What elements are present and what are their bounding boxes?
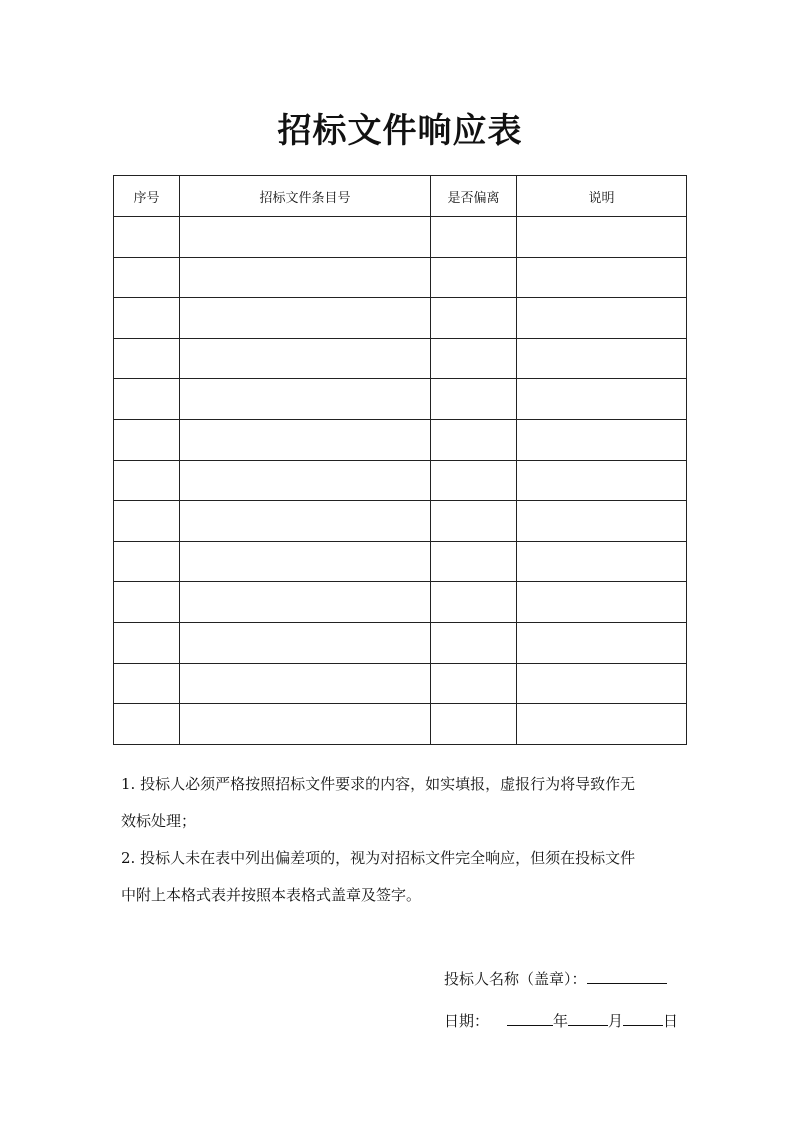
bidder-name-line <box>444 958 694 1000</box>
table-cell[interactable] <box>431 419 517 460</box>
table-cell[interactable] <box>180 704 431 745</box>
table-cell[interactable] <box>431 257 517 298</box>
table-cell[interactable] <box>517 257 687 298</box>
note-1-line-2: 效标处理； <box>121 812 197 830</box>
bidder-name-label: 投标人名称（盖章）： <box>444 970 587 988</box>
table-row <box>114 501 687 542</box>
table-row <box>114 541 687 582</box>
note-2-line-2: 中附上本格式表并按照本表格式盖章及签字。 <box>121 886 422 904</box>
table-cell[interactable] <box>431 541 517 582</box>
table-cell[interactable] <box>517 338 687 379</box>
table-cell[interactable] <box>180 541 431 582</box>
table-cell[interactable] <box>180 460 431 501</box>
table-cell[interactable] <box>180 501 431 542</box>
table-cell[interactable] <box>114 217 180 258</box>
month-blank[interactable] <box>568 1007 608 1026</box>
table-row <box>114 582 687 623</box>
table-row <box>114 217 687 258</box>
table-cell[interactable] <box>517 663 687 704</box>
month-label: 月 <box>608 1012 624 1030</box>
table-cell[interactable] <box>431 379 517 420</box>
table-cell[interactable] <box>114 338 180 379</box>
table-cell[interactable] <box>431 704 517 745</box>
column-header-remarks: 说明 <box>517 176 687 217</box>
table-cell[interactable] <box>517 379 687 420</box>
page-title: 招标文件响应表 <box>277 111 523 151</box>
table-row <box>114 338 687 379</box>
table-cell[interactable] <box>431 298 517 339</box>
table-cell[interactable] <box>114 257 180 298</box>
table-cell[interactable] <box>431 582 517 623</box>
column-header-index: 序号 <box>114 176 180 217</box>
table-cell[interactable] <box>114 501 180 542</box>
table-cell[interactable] <box>517 217 687 258</box>
table-cell[interactable] <box>180 419 431 460</box>
table-cell[interactable] <box>431 460 517 501</box>
note-1-line-1: 1. 投标人必须严格按照招标文件要求的内容，如实填报，虚报行为将导致作无 <box>121 775 636 793</box>
table-cell[interactable] <box>114 541 180 582</box>
table-cell[interactable] <box>517 582 687 623</box>
table-cell[interactable] <box>114 582 180 623</box>
table-cell[interactable] <box>517 622 687 663</box>
day-blank[interactable] <box>623 1007 663 1026</box>
table-cell[interactable] <box>517 541 687 582</box>
table-cell[interactable] <box>180 257 431 298</box>
response-table <box>113 175 687 745</box>
year-label: 年 <box>553 1012 569 1030</box>
table-row <box>114 663 687 704</box>
table-cell[interactable] <box>517 704 687 745</box>
date-line <box>444 1000 694 1042</box>
table-cell[interactable] <box>114 622 180 663</box>
table-row <box>114 704 687 745</box>
table-row <box>114 379 687 420</box>
bidder-name-blank[interactable] <box>587 965 667 984</box>
table-cell[interactable] <box>180 298 431 339</box>
table-cell[interactable] <box>180 663 431 704</box>
table-cell[interactable] <box>431 217 517 258</box>
table-cell[interactable] <box>431 663 517 704</box>
table-cell[interactable] <box>431 622 517 663</box>
day-label: 日 <box>663 1012 679 1030</box>
table-cell[interactable] <box>180 217 431 258</box>
table-row <box>114 622 687 663</box>
date-label: 日期： <box>444 1012 490 1030</box>
note-2-line-1: 2. 投标人未在表中列出偏差项的，视为对招标文件完全响应，但须在投标文件 <box>121 849 636 867</box>
table-cell[interactable] <box>180 338 431 379</box>
table-cell[interactable] <box>180 379 431 420</box>
table-row <box>114 257 687 298</box>
table-cell[interactable] <box>114 298 180 339</box>
table-cell[interactable] <box>114 379 180 420</box>
table-cell[interactable] <box>431 338 517 379</box>
table-row <box>114 298 687 339</box>
column-header-clause: 招标文件条目号 <box>180 176 431 217</box>
table-cell[interactable] <box>114 704 180 745</box>
table-cell[interactable] <box>114 460 180 501</box>
signature-block <box>444 958 694 1042</box>
table-cell[interactable] <box>431 501 517 542</box>
table-row <box>114 419 687 460</box>
table-cell[interactable] <box>114 419 180 460</box>
notes-section <box>121 766 686 914</box>
column-header-deviation: 是否偏离 <box>431 176 517 217</box>
table-cell[interactable] <box>517 501 687 542</box>
table-cell[interactable] <box>114 663 180 704</box>
year-blank[interactable] <box>507 1007 553 1026</box>
table-cell[interactable] <box>517 419 687 460</box>
table-row <box>114 460 687 501</box>
table-cell[interactable] <box>517 298 687 339</box>
table-header-row <box>114 176 687 217</box>
table-cell[interactable] <box>517 460 687 501</box>
table-cell[interactable] <box>180 622 431 663</box>
table-cell[interactable] <box>180 582 431 623</box>
